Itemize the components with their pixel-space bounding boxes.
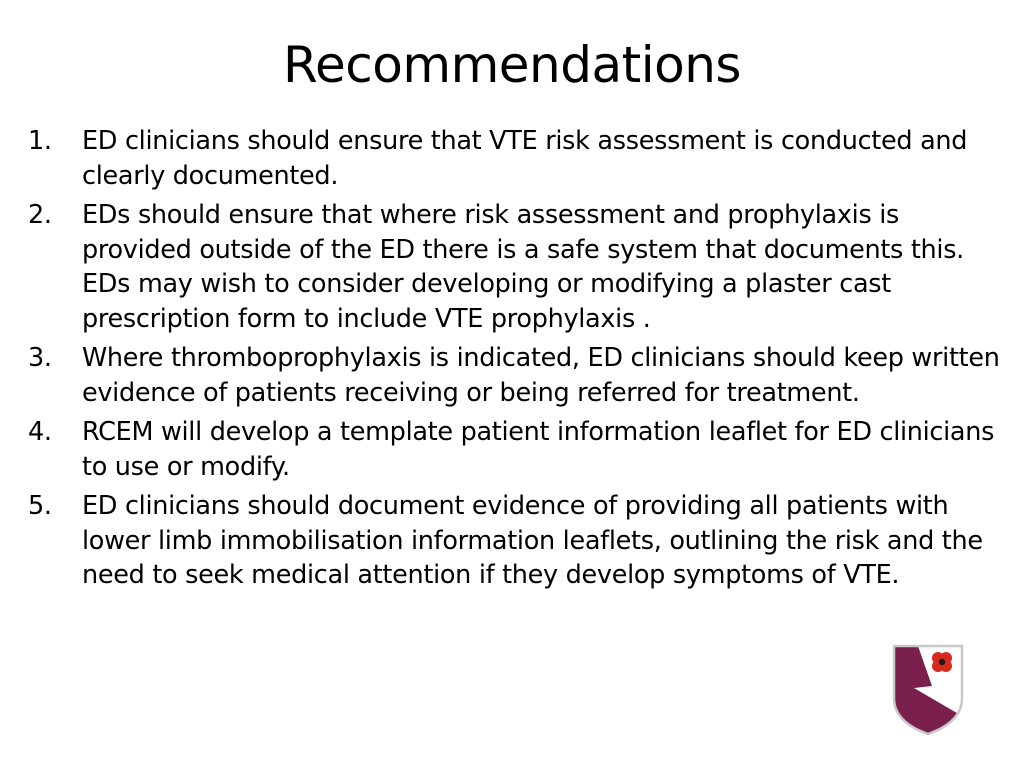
list-item-text: ED clinicians should ensure that VTE risk assessment is conducted and clearly documented. xyxy=(82,126,968,191)
list-item xyxy=(28,198,1004,336)
slide-title: Recommendations xyxy=(283,36,741,94)
list-item xyxy=(28,415,1004,484)
recommendations-list xyxy=(28,124,1004,598)
list-item-text: ED clinicians should document evidence of providing all patients with lower limb immobilisation information leaflets, outlining the risk and the need to seek medical attention if they develop symptoms of VTE. xyxy=(82,491,983,590)
list-item-text: Where thromboprophylaxis is indicated, ED clinicians should keep written evidence of patients receiving or being referred for treatment. xyxy=(82,343,1000,408)
poppy-icon xyxy=(932,652,952,672)
list-item xyxy=(28,489,1004,593)
shield-crest-icon xyxy=(888,642,968,738)
list-item-text: EDs should ensure that where risk assessment and prophylaxis is provided outside of the ED there is a safe system that documents this. EDs may wish to consider developing or modifying a plaster cast prescription form to include VTE prophylaxis . xyxy=(82,200,964,334)
list-item-text: RCEM will develop a template patient information leaflet for ED clinicians to use or modify. xyxy=(82,417,995,482)
list-item-number: 2. xyxy=(28,200,52,230)
list-item xyxy=(28,124,1004,193)
list-item-number: 1. xyxy=(28,126,52,156)
list-item-number: 4. xyxy=(28,417,52,447)
list-item xyxy=(28,341,1004,410)
list-item-number: 3. xyxy=(28,343,52,373)
list-item-number: 5. xyxy=(28,491,52,521)
